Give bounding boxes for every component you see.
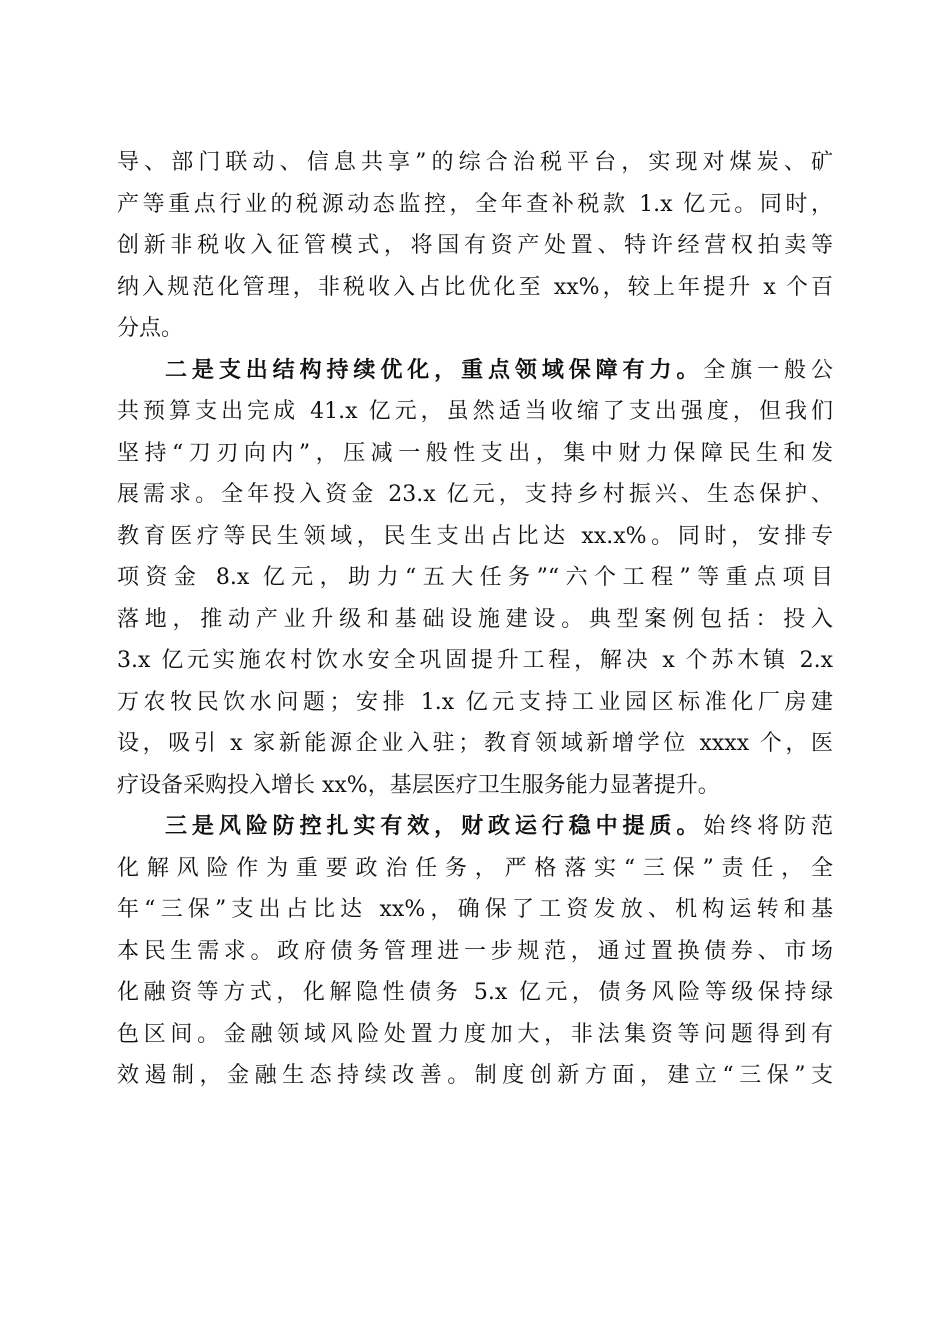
body-line: 纳入规范化管理，非税收入占比优化至 xx%，较上年提升 x 个百 [117, 274, 833, 300]
paragraph-3-first-line [117, 806, 833, 848]
paragraph-3-first-line-text: 始终将防范 [703, 814, 833, 839]
body-line: 万农牧民饮水问题；安排 1.x 亿元支持工业园区标准化厂房建 [117, 689, 833, 715]
document-body [117, 142, 833, 1097]
body-line: 本民生需求。政府债务管理进一步规范，通过置换债券、市场 [117, 938, 833, 964]
paragraph-3-heading: 三是风险防控扎实有效，财政运行稳中提质。 [165, 813, 704, 839]
body-line: 3.x 亿元实施农村饮水安全巩固提升工程，解决 x 个苏木镇 2.x [117, 648, 833, 673]
paragraph-2-first-line [117, 350, 833, 392]
body-line: 色区间。金融领域风险处置力度加大，非法集资等问题得到有 [117, 1021, 833, 1047]
body-line: 项资金 8.x 亿元，助力“五大任务”“六个工程”等重点项目 [117, 565, 833, 590]
paragraph-2-heading: 二是支出结构持续优化，重点领域保障有力。 [165, 356, 704, 383]
body-line: 落地，推动产业升级和基础设施建设。典型案例包括：投入 [117, 606, 833, 632]
body-line: 分点。 [117, 316, 184, 341]
body-line: 导、部门联动、信息共享”的综合治税平台，实现对煤炭、矿 [117, 150, 833, 175]
body-line: 效遏制，金融生态持续改善。制度创新方面，建立“三保”支 [117, 1063, 833, 1088]
body-line: 坚持“刀刃向内”，压减一般性支出，集中财力保障民生和发 [117, 440, 833, 466]
body-line: 设，吸引 x 家新能源企业入驻；教育领域新增学位 xxxx 个，医 [117, 731, 833, 756]
body-line: 化解风险作为重要政治任务，严格落实“三保”责任，全 [117, 855, 833, 881]
body-line: 年“三保”支出占比达 xx%，确保了工资发放、机构运转和基 [117, 897, 833, 922]
body-line: 教育医疗等民生领域，民生支出占比达 xx.x%。同时，安排专 [117, 523, 833, 549]
body-line: 共预算支出完成 41.x 亿元，虽然适当收缩了支出强度，但我们 [117, 399, 833, 424]
body-line: 创新非税收入征管模式，将国有资产处置、特许经营权拍卖等 [117, 233, 833, 258]
body-line: 疗设备采购投入增长 xx%，基层医疗卫生服务能力显著提升。 [117, 772, 720, 798]
body-line: 展需求。全年投入资金 23.x 亿元，支持乡村振兴、生态保护、 [117, 482, 833, 507]
body-line: 产等重点行业的税源动态监控，全年查补税款 1.x 亿元。同时， [117, 191, 833, 217]
body-line: 化融资等方式，化解隐性债务 5.x 亿元，债务风险等级保持绿 [117, 980, 833, 1005]
paragraph-2-first-line-text: 全旗一般公 [703, 357, 833, 383]
